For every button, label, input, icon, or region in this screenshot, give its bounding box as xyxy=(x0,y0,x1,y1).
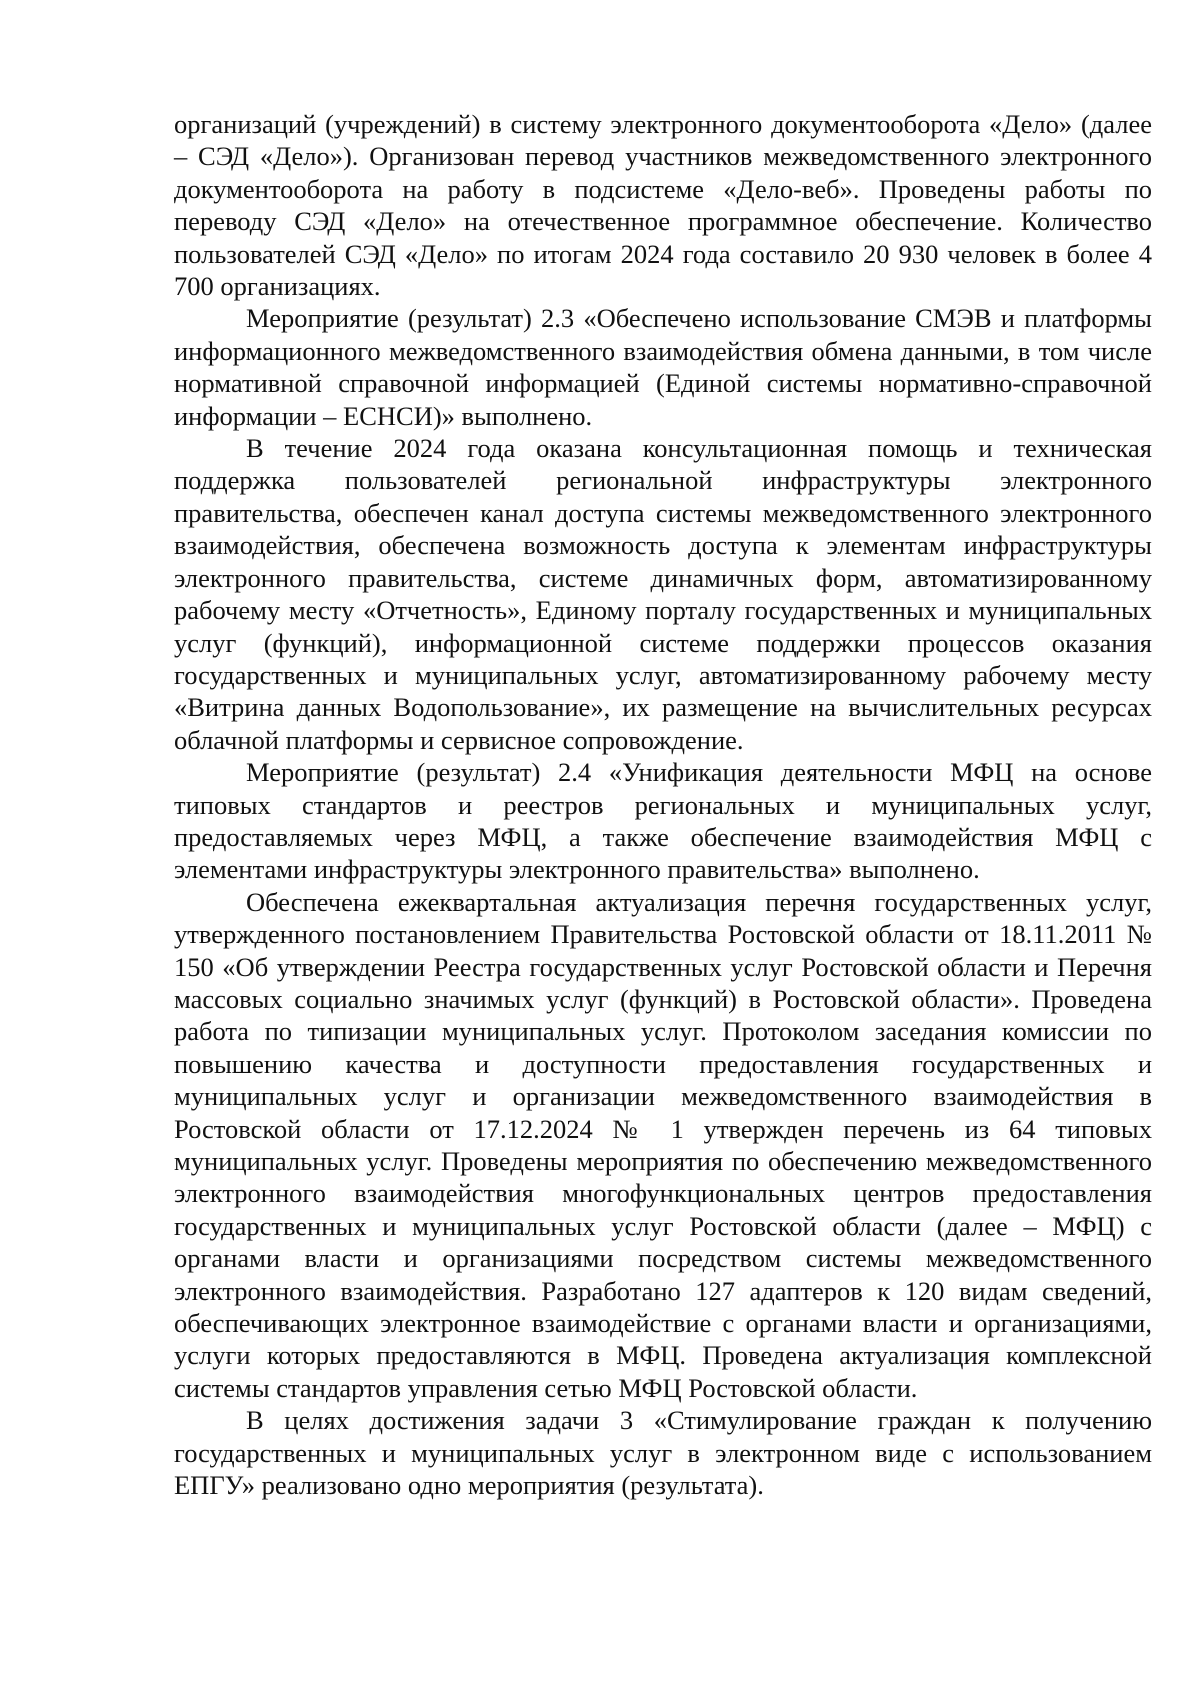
paragraph-task-3: В целях достижения задачи 3 «Стимулирование граждан к получению государственных и муниципальных услуг в электронном виде с использованием ЕПГУ» реализовано одно мероприятия (результата). xyxy=(174,1405,1152,1501)
paragraph-measure-2-3: Мероприятие (результат) 2.3 «Обеспечено использование СМЭВ и платформы информационного межведомственного взаимодействия обмена данными, в том числе нормативной справочной информацией (Единой системы нормативно-справочной информации – ЕСНСИ)» выполнено. xyxy=(174,303,1152,431)
paragraph-mfc-actualization: Обеспечена ежеквартальная актуализация перечня государственных услуг, утвержденного постановлением Правительства Ростовской области от 18.11.2011 № 150 «Об утверждении Реестра государственных услуг Ростовской области и Перечня массовых социально значимых услуг (функций) в Ростовской области». Проведена работа по типизации муниципальных услуг. Протоколом заседания комиссии по повышению качества и доступности предоставления государственных и муниципальных услуг и организации межведомственного взаимодействия в Ростовской области от 17.12.2024 № 1 утвержден перечень из 64 типовых муниципальных услуг. Проведены мероприятия по обеспечению межведомственного электронного взаимодействия многофункциональных центров предоставления государственных и муниципальных услуг Ростовской области (далее – МФЦ) с органами власти и организациями посредством системы межведомственного электронного взаимодействия. Разработано 127 адаптеров к 120 видам сведений, обеспечивающих электронное взаимодействие с органами власти и организациями, услуги которых предоставляются в МФЦ. Проведена актуализация комплексной системы стандартов управления сетью МФЦ Ростовской области. xyxy=(174,886,1152,1403)
paragraph-measure-2-4: Мероприятие (результат) 2.4 «Унификация деятельности МФЦ на основе типовых стандартов и реестров региональных и муниципальных услуг, предоставляемых через МФЦ, а также обеспечение взаимодействия МФЦ с элементами инфраструктуры электронного правительства» выполнено. xyxy=(174,757,1152,885)
paragraph-technical-support: В течение 2024 года оказана консультационная помощь и техническая поддержка пользователей региональной инфраструктуры электронного правительства, обеспечен канал доступа системы межведомственного электронного взаимодействия, обеспечена возможность доступа к элементам инфраструктуры электронного правительства, системе динамичных форм, автоматизированному рабочему месту «Отчетность», Единому порталу государственных и муниципальных услуг (функций), информационной системе поддержки процессов оказания государственных и муниципальных услуг, автоматизированному рабочему месту «Витрина данных Водопользование», их размещение на вычислительных ресурсах облачной платформы и сервисное сопровождение. xyxy=(174,433,1152,755)
document-page xyxy=(174,108,1152,1501)
paragraph-sed-delo: организаций (учреждений) в систему электронного документооборота «Дело» (далее – СЭД «Дело»). Организован перевод участников межведомственного электронного документооборота на работу в подсистеме «Дело-веб». Проведены работы по переводу СЭД «Дело» на отечественное программное обеспечение. Количество пользователей СЭД «Дело» по итогам 2024 года составило 20 930 человек в более 4 700 организациях. xyxy=(174,109,1152,302)
